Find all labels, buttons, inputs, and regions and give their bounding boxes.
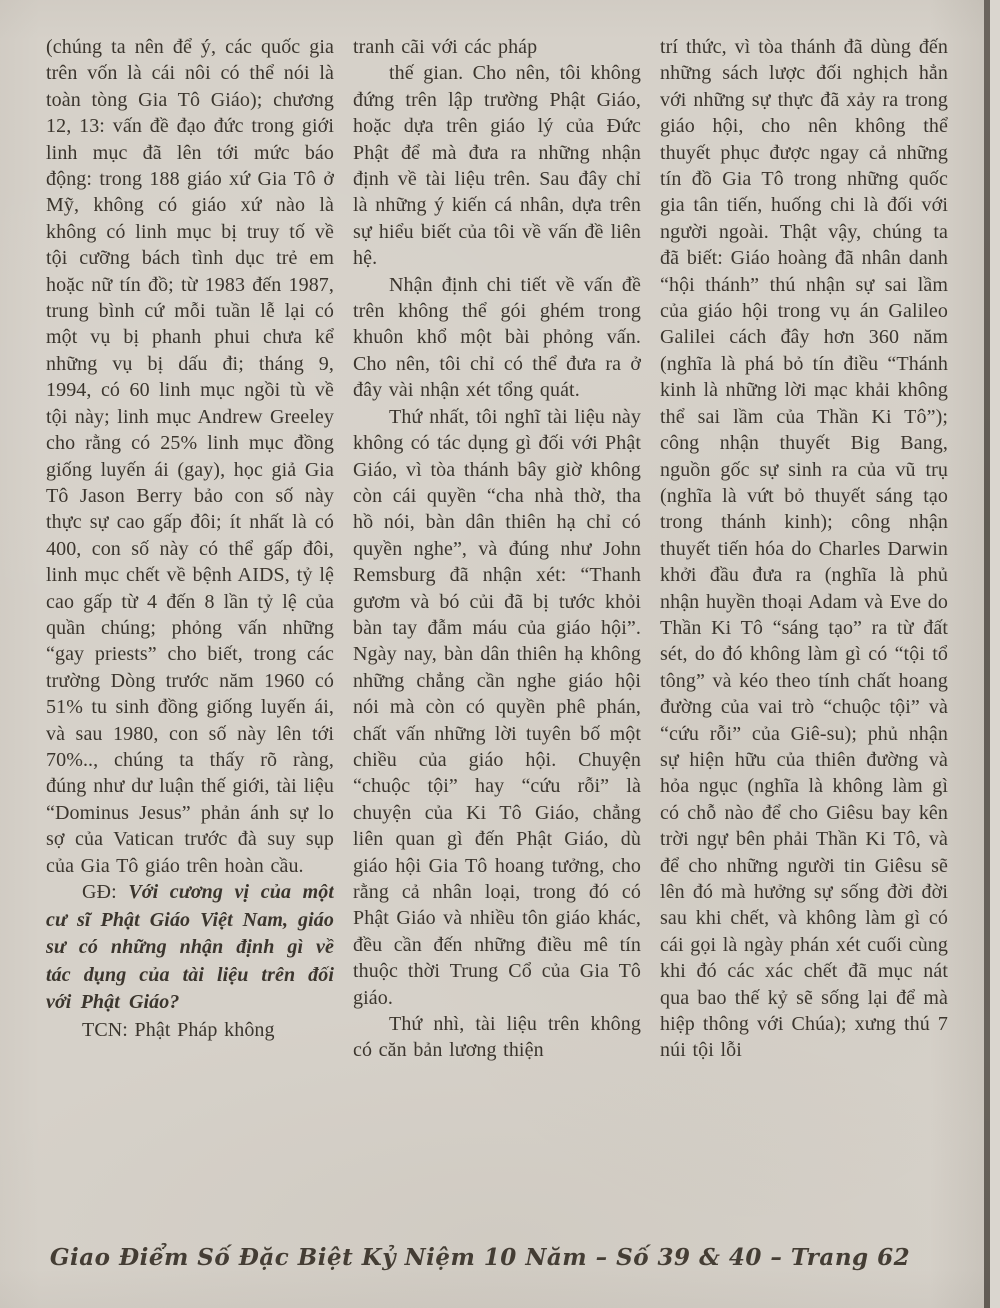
- text-columns: [46, 34, 948, 1220]
- column-3: [660, 34, 948, 1220]
- page-footer: Giao Điểm Số Đặc Biệt Kỷ Niệm 10 Năm – Số 39 & 40 – Trang 62: [49, 1244, 911, 1271]
- paragraph: Thứ nhất, tôi nghĩ tài liệu này không có tác dụng gì đối với Phật Giáo, vì tòa thánh bây giờ không còn cái quyền “cha nhà thờ, tha hồ nói, bàn dân thiên hạ chỉ có quyền nghe”, và đúng như John Remsburg đã nhận xét: “Thanh gươm và bó củi đã bị tước khỏi bàn tay đẫm máu của giáo hội”. Ngày nay, bàn dân thiên hạ không những chẳng cần nghe giáo hội nói mà còn có quyền phê phán, chất vấn những lời tuyên bố một chiều của giáo hội. Chuyện “chuộc tội” hay “cứu rỗi” là chuyện của Ki Tô Giáo, chẳng liên quan gì đến Phật Giáo, dù giáo hội Gia Tô hoang tưởng, cho rằng cả nhân loại, trong đó có Phật Giáo và nhiều tôn giáo khác, đều cần đến những điều mê tín thuộc thời Trung Cổ của Gia Tô giáo.: [353, 405, 641, 1009]
- scan-edge-line: [984, 0, 990, 1308]
- question-lead-label: GĐ:: [82, 881, 117, 903]
- answer-start: TCN: Phật Pháp không: [82, 1018, 275, 1041]
- paragraph-continuation: (chúng ta nên để ý, các quốc gia trên vốn là cái nôi có thể nói là toàn tòng Gia Tô Giáo); chương 12, 13: vấn đề đạo đức trong giới linh mục đã lên tới mức báo động: trong 188 giáo xứ Gia Tô ở Mỹ, không có giáo xứ nào là không có linh mục bị truy tố về tội cưỡng bách tình dục trẻ em hoặc nữ tín đồ; từ 1983 đến 1987, trung bình cứ mỗi tuần lễ lại có một vụ bị phanh phui chưa kể những vụ bị dấu đi; tháng 9, 1994, có 60 linh mục ngồi tù về tội này; linh mục Andrew Greeley cho rằng có 25% linh mục đồng giống luyến ái (gay), học giả Gia Tô Jason Berry bảo con số này thực sự cao gấp đôi; ít nhất là có 400, con số này có thể gấp đôi, linh mục chết về bệnh AIDS, tỷ lệ cao gấp từ 4 đến 8 lần tỷ lệ của quần chúng; phỏng vấn những “gay priests” cho biết, trong các trường Dòng trước năm 1960 có 51% tu sinh đồng giống luyến ái, và sau 1980, con số này lên tới 70%.., chúng ta thấy rõ ràng, đúng như dư luận thế giới, tài liệu “Dominus Jesus” phản ánh sự lo sợ của Vatican trước đà suy sụp của Gia Tô giáo trên hoàn cầu.: [46, 36, 334, 877]
- paragraph-continuation: trí thức, vì tòa thánh đã dùng đến những sách lược đối nghịch hẳn với những sự thực đã xảy ra trong giáo hội, cho nên không thể thuyết phục được ngay cả những tín đồ Gia Tô trong những quốc gia tân tiến, huống chi là đối với người ngoài. Thật vậy, chúng ta đã biết: Giáo hoàng đã nhân danh “hội thánh” thú nhận sự sai lầm của giáo hội trong vụ án Galileo Galilei cách đây hơn 360 năm (nghĩa là phá bỏ tín điều “Thánh kinh là những lời mạc khải không thể sai lầm của Thần Ki Tô”); công nhận thuyết Big Bang, nguồn gốc sự sinh ra của vũ trụ (nghĩa là vứt bỏ thuyết sáng tạo trong thánh kinh); công nhận thuyết tiến hóa do Charles Darwin khởi đầu đưa ra (nghĩa là phủ nhận huyền thoại Adam và Eve do Thần Ki Tô “sáng tạo” ra từ đất sét, do đó không làm gì có “tội tổ tông” và kéo theo tính chất hoang đường của vai trò “chuộc tội” và “cứu rỗi” của Giê-su); phủ nhận sự hiện hữu của thiên đường và hỏa ngục (nghĩa là không làm gì có chỗ nào để cho Giêsu bay kên trời ngự bên phải Thần Ki Tô, và để cho những người tin Giêsu sẽ lên đó mà hưởng sự sống đời đời sau khi chết, và không làm gì có cái gọi là ngày phán xét cuối cùng khi đó các xác chết đã mục nát qua bao thế kỷ sẽ sống lại để mà hiệp thông với Chúa); xưng thú 7 núi tội lỗi: [660, 36, 948, 1062]
- paragraph: thế gian. Cho nên, tôi không đứng trên lập trường Phật Giáo, hoặc dựa trên giáo lý của Đức Phật để mà đưa ra những nhận định về tài liệu trên. Sau đây chỉ là những ý kiến cá nhân, dựa trên sự hiểu biết của tôi về vấn đề liên hệ.: [353, 62, 641, 270]
- interview-question: [46, 879, 334, 1017]
- paragraph-continuation: tranh cãi với các pháp: [353, 36, 538, 58]
- question-text: Với cương vị của một cư sĩ Phật Giáo Việt Nam, giáo sư có những nhận định gì về tác dụng của tài liệu trên đối với Phật Giáo?: [46, 881, 334, 1013]
- paragraph: Nhận định chi tiết về vấn đề trên không thể gói ghém trong khuôn khổ một bài phỏng vấn. Cho nên, tôi chỉ có thể đưa ra ở đây vài nhận xét tổng quát.: [353, 273, 641, 402]
- scan-edge-margin: [990, 0, 1000, 1308]
- column-1: [46, 34, 334, 1220]
- column-2: [353, 34, 641, 1220]
- paragraph: Thứ nhì, tài liệu trên không có căn bản lương thiện: [353, 1013, 641, 1062]
